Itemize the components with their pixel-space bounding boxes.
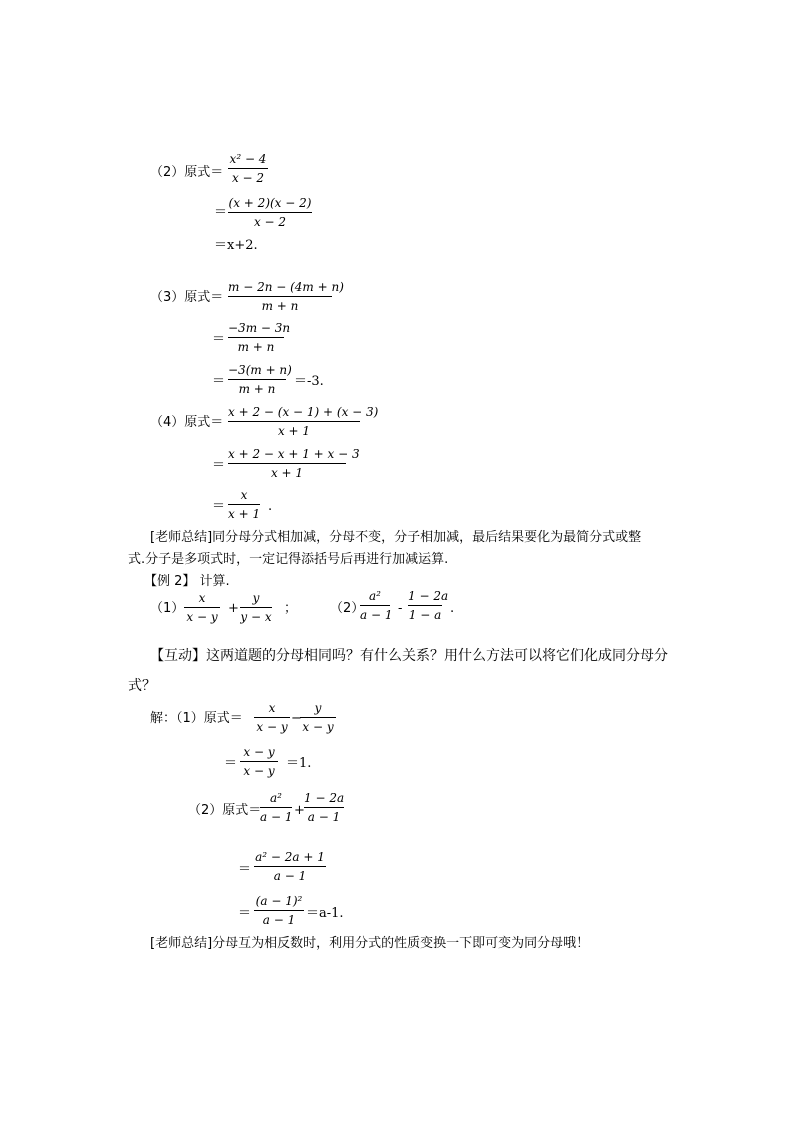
sol1-result: ＝1. xyxy=(286,756,312,771)
p4-dot: . xyxy=(268,499,273,514)
p3-eq-1: ＝ xyxy=(212,332,226,347)
p3-eq-2: ＝ xyxy=(212,374,226,389)
example-2-separator: ； xyxy=(284,601,298,616)
teacher-summary-line-1: [老师总结]同分母分式相加减，分母不变，分子相加减，最后结果要化为最简分式或整 xyxy=(150,530,642,545)
sol2-eq-1: ＝ xyxy=(238,862,252,877)
p3-f3-num: −3(m + n) xyxy=(228,363,292,377)
sol2-f2-den: a − 1 xyxy=(307,810,341,824)
teacher-summary-2: [老师总结]分母互为相反数时，利用分式的性质变换一下即可变为同分母哦！ xyxy=(150,936,590,951)
sol1-f2-den: x − y xyxy=(302,720,334,734)
q1-f2-num: y xyxy=(252,591,260,605)
sol1-op: − xyxy=(291,711,302,726)
p4-f1-num: x + 2 − (x − 1) + (x − 3) xyxy=(228,405,379,419)
sol2-f1-num: a² xyxy=(270,791,282,805)
interact-line-1: 【互动】这两道题的分母相同吗？有什么关系？用什么方法可以将它们化成同分母分 xyxy=(150,648,668,664)
q2-f2-num: 1 − 2a xyxy=(408,589,449,603)
example-2-q1-label: （1） xyxy=(150,601,185,616)
q1-f1-den: x − y xyxy=(186,610,218,624)
p4-eq-2: ＝ xyxy=(212,499,226,514)
example-2-title: 【例 2】 计算. xyxy=(144,574,230,589)
p4-f2-num: x + 2 − x + 1 + x − 3 xyxy=(228,447,360,461)
p3-f2-den: m + n xyxy=(237,340,275,354)
sol2-op: + xyxy=(294,803,305,818)
sol2-f2-num: 1 − 2a xyxy=(304,791,345,805)
p4-label: （4）原式＝ xyxy=(150,415,224,430)
p3-fraction-2 xyxy=(228,321,291,354)
p2-f1-num: x² − 4 xyxy=(229,152,267,166)
p4-fraction-1 xyxy=(228,405,379,438)
sol1-f3-den: x − y xyxy=(243,764,275,778)
p2-result: ＝x+2. xyxy=(214,238,258,253)
sol1-fraction-2 xyxy=(300,701,336,734)
p3-label: （3）原式＝ xyxy=(150,290,224,305)
p4-f2-den: x + 1 xyxy=(270,466,304,480)
p4-fraction-3 xyxy=(228,488,260,521)
sol2-eq-2: ＝ xyxy=(238,906,252,921)
p4-f1-den: x + 1 xyxy=(277,424,311,438)
example-2-q2-label: （2） xyxy=(330,601,365,616)
example-2-q1-fraction-1 xyxy=(184,591,220,624)
example-2-q2-op: - xyxy=(398,601,403,616)
p3-f1-den: m + n xyxy=(261,299,299,313)
example-2-q1-fraction-2 xyxy=(240,591,272,624)
p3-f1-num: m − 2n − (4m + n) xyxy=(228,280,344,294)
sol2-f4-num: (a − 1)² xyxy=(255,894,303,908)
sol2-fraction-4 xyxy=(254,894,304,927)
sol2-f1-den: a − 1 xyxy=(260,810,293,824)
sol1-label: 解：（1）原式＝ xyxy=(150,711,243,726)
p3-f2-num: −3m − 3n xyxy=(228,321,291,335)
sol1-f3-num: x − y xyxy=(243,745,275,759)
p2-f2-num: (x + 2)(x − 2) xyxy=(228,196,312,210)
sol1-f2-num: y xyxy=(314,701,322,715)
sol2-result: ＝a-1. xyxy=(306,906,344,921)
sol2-fraction-2 xyxy=(304,791,344,824)
q1-f2-den: y − x xyxy=(240,610,272,624)
p3-fraction-1 xyxy=(228,280,344,313)
sol1-f1-den: x − y xyxy=(256,720,288,734)
sol2-f3-den: a − 1 xyxy=(273,869,307,883)
sol1-fraction-3 xyxy=(240,745,278,778)
sol2-f3-num: a² − 2a + 1 xyxy=(255,850,325,864)
sol1-fraction-1 xyxy=(254,701,290,734)
sol1-eq: ＝ xyxy=(224,756,238,771)
p3-tail: ＝-3. xyxy=(294,374,324,389)
teacher-summary-line-2: 式.分子是多项式时，一定记得添括号后再进行加减运算. xyxy=(128,552,449,567)
p2-f2-den: x − 2 xyxy=(253,215,287,229)
p2-f1-den: x − 2 xyxy=(231,171,265,185)
example-2-q2-fraction-2 xyxy=(408,589,449,622)
p2-fraction-1 xyxy=(228,152,268,185)
q2-f1-den: a − 1 xyxy=(360,608,393,622)
sol2-fraction-1 xyxy=(260,791,292,824)
q2-f1-num: a² xyxy=(369,589,381,603)
p2-fraction-2 xyxy=(228,196,312,229)
example-2-q1-op: + xyxy=(228,601,239,616)
p4-fraction-2 xyxy=(228,447,360,480)
interact-line-2: 式？ xyxy=(128,678,156,694)
example-2-end: . xyxy=(450,601,455,616)
p4-f3-den: x + 1 xyxy=(228,507,261,521)
q2-f2-den: 1 − a xyxy=(408,608,442,622)
sol2-fraction-3 xyxy=(254,850,326,883)
q1-f1-num: x xyxy=(198,591,206,605)
p4-eq-1: ＝ xyxy=(212,458,226,473)
p4-f3-num: x xyxy=(240,488,248,502)
p2-eq: ＝ xyxy=(214,205,228,220)
p3-fraction-3 xyxy=(228,363,292,396)
sol2-f4-den: a − 1 xyxy=(262,913,296,927)
sol2-label: （2）原式＝ xyxy=(188,803,262,818)
example-2-q2-fraction-1 xyxy=(360,589,393,622)
p2-label: （2）原式＝ xyxy=(150,165,224,180)
sol1-f1-num: x xyxy=(268,701,276,715)
p3-f3-den: m + n xyxy=(238,382,276,396)
